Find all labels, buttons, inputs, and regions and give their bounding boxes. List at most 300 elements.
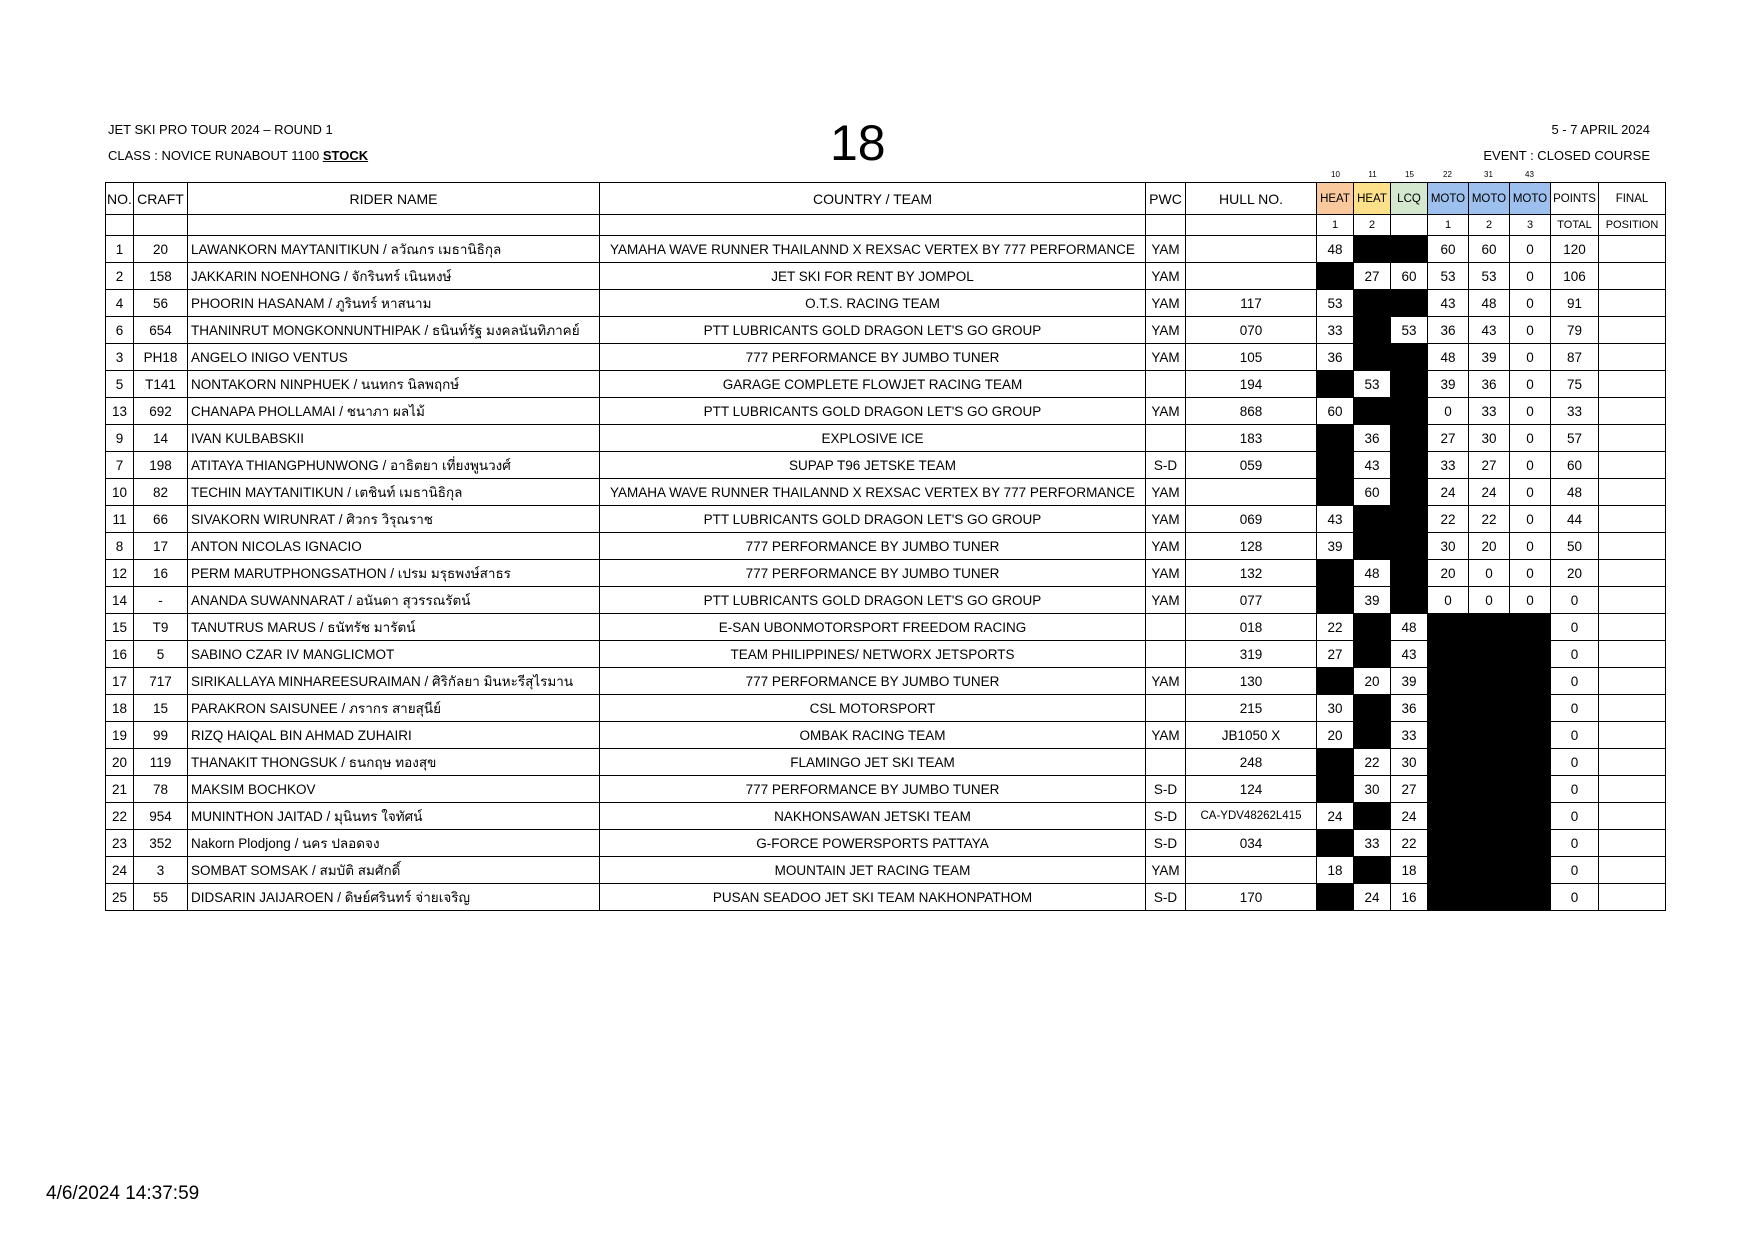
cell-moto3: 0	[1510, 344, 1551, 371]
cell-lcq	[1391, 398, 1428, 425]
cell-moto2: 0	[1469, 560, 1510, 587]
cell-moto2: 53	[1469, 263, 1510, 290]
cell-total: 75	[1551, 371, 1599, 398]
table-row	[106, 236, 1666, 263]
cell-moto1	[1428, 614, 1469, 641]
sub-empty	[1146, 215, 1186, 236]
cell-no: 14	[106, 587, 134, 614]
cell-moto2: 36	[1469, 371, 1510, 398]
cell-heat2	[1354, 506, 1391, 533]
cell-moto2	[1469, 641, 1510, 668]
cell-team: E-SAN UBONMOTORSPORT FREEDOM RACING	[600, 614, 1146, 641]
cell-moto1	[1428, 641, 1469, 668]
cell-position	[1599, 695, 1666, 722]
cell-rider: TANUTRUS MARUS / ธนัทรัช มารัตน์	[188, 614, 600, 641]
cell-team: SUPAP T96 JETSKE TEAM	[600, 452, 1146, 479]
cell-total: 79	[1551, 317, 1599, 344]
lcq-superscript: 15	[1405, 170, 1414, 179]
cell-moto2: 0	[1469, 587, 1510, 614]
sub-moto1: 1	[1428, 215, 1469, 236]
cell-team: G-FORCE POWERSPORTS PATTAYA	[600, 830, 1146, 857]
table-row	[106, 452, 1666, 479]
cell-moto1	[1428, 668, 1469, 695]
cell-hull: CA-YDV48262L415	[1186, 803, 1317, 830]
cell-team: 777 PERFORMANCE BY JUMBO TUNER	[600, 344, 1146, 371]
cell-position	[1599, 749, 1666, 776]
cell-hull: 132	[1186, 560, 1317, 587]
cell-team: 777 PERFORMANCE BY JUMBO TUNER	[600, 560, 1146, 587]
cell-moto3	[1510, 803, 1551, 830]
cell-moto2: 24	[1469, 479, 1510, 506]
cell-moto1: 53	[1428, 263, 1469, 290]
table-row	[106, 371, 1666, 398]
cell-team: PTT LUBRICANTS GOLD DRAGON LET'S GO GROUP	[600, 506, 1146, 533]
cell-rider: DIDSARIN JAIJAROEN / ดิษย์ศรินทร์ จ่ายเจริญ	[188, 884, 600, 911]
cell-moto2: 39	[1469, 344, 1510, 371]
sub-total: TOTAL	[1551, 215, 1599, 236]
cell-total: 50	[1551, 533, 1599, 560]
cell-no: 1	[106, 236, 134, 263]
col-points: POINTS	[1551, 183, 1599, 215]
col-moto1: MOTO	[1428, 183, 1469, 215]
cell-hull: 077	[1186, 587, 1317, 614]
cell-moto2: 30	[1469, 425, 1510, 452]
cell-no: 9	[106, 425, 134, 452]
cell-moto1: 27	[1428, 425, 1469, 452]
cell-position	[1599, 884, 1666, 911]
cell-moto1	[1428, 749, 1469, 776]
cell-craft: -	[134, 587, 188, 614]
cell-team: PUSAN SEADOO JET SKI TEAM NAKHONPATHOM	[600, 884, 1146, 911]
cell-moto3: 0	[1510, 317, 1551, 344]
cell-total: 106	[1551, 263, 1599, 290]
table-row	[106, 317, 1666, 344]
cell-heat2	[1354, 614, 1391, 641]
cell-total: 0	[1551, 884, 1599, 911]
cell-lcq: 43	[1391, 641, 1428, 668]
cell-lcq	[1391, 560, 1428, 587]
table-row	[106, 398, 1666, 425]
col-pwc: PWC	[1146, 183, 1186, 215]
table-row	[106, 776, 1666, 803]
cell-craft: 15	[134, 695, 188, 722]
cell-team: OMBAK RACING TEAM	[600, 722, 1146, 749]
table-row	[106, 668, 1666, 695]
cell-team: NAKHONSAWAN JETSKI TEAM	[600, 803, 1146, 830]
cell-team: YAMAHA WAVE RUNNER THAILANND X REXSAC VERTEX BY 777 PERFORMANCE	[600, 236, 1146, 263]
cell-no: 2	[106, 263, 134, 290]
cell-moto2: 27	[1469, 452, 1510, 479]
cell-lcq: 39	[1391, 668, 1428, 695]
cell-pwc: YAM	[1146, 722, 1186, 749]
cell-position	[1599, 614, 1666, 641]
cell-rider: IVAN KULBABSKII	[188, 425, 600, 452]
cell-total: 0	[1551, 587, 1599, 614]
col-moto2: MOTO	[1469, 183, 1510, 215]
cell-moto3	[1510, 857, 1551, 884]
cell-pwc: YAM	[1146, 506, 1186, 533]
cell-pwc	[1146, 425, 1186, 452]
col-heat1: HEAT	[1317, 183, 1354, 215]
table-row	[106, 722, 1666, 749]
page-number: 18	[830, 115, 886, 171]
cell-lcq	[1391, 506, 1428, 533]
cell-pwc: YAM	[1146, 344, 1186, 371]
cell-pwc	[1146, 614, 1186, 641]
class-label	[108, 148, 368, 163]
cell-no: 18	[106, 695, 134, 722]
cell-moto1: 60	[1428, 236, 1469, 263]
cell-moto3	[1510, 641, 1551, 668]
cell-craft: 56	[134, 290, 188, 317]
cell-position	[1599, 290, 1666, 317]
cell-position	[1599, 371, 1666, 398]
event-title: JET SKI PRO TOUR 2024 – ROUND 1	[108, 122, 333, 137]
cell-moto3	[1510, 695, 1551, 722]
cell-rider: TECHIN MAYTANITIKUN / เตชินท์ เมธานิธิกุล	[188, 479, 600, 506]
cell-hull: 183	[1186, 425, 1317, 452]
sub-empty	[1186, 215, 1317, 236]
cell-moto2: 48	[1469, 290, 1510, 317]
cell-team: 777 PERFORMANCE BY JUMBO TUNER	[600, 533, 1146, 560]
cell-hull: 194	[1186, 371, 1317, 398]
cell-heat1	[1317, 749, 1354, 776]
cell-craft: 14	[134, 425, 188, 452]
cell-team: PTT LUBRICANTS GOLD DRAGON LET'S GO GROUP	[600, 398, 1146, 425]
cell-pwc	[1146, 641, 1186, 668]
cell-craft: 5	[134, 641, 188, 668]
cell-pwc: YAM	[1146, 533, 1186, 560]
cell-moto3	[1510, 614, 1551, 641]
table-row	[106, 533, 1666, 560]
cell-pwc: YAM	[1146, 398, 1186, 425]
cell-moto3: 0	[1510, 452, 1551, 479]
header-row	[106, 183, 1666, 215]
cell-moto2: 60	[1469, 236, 1510, 263]
cell-pwc: YAM	[1146, 479, 1186, 506]
cell-heat2	[1354, 290, 1391, 317]
cell-moto3: 0	[1510, 506, 1551, 533]
cell-craft: 66	[134, 506, 188, 533]
cell-heat2: 30	[1354, 776, 1391, 803]
cell-no: 22	[106, 803, 134, 830]
cell-moto1	[1428, 884, 1469, 911]
cell-craft: 17	[134, 533, 188, 560]
cell-no: 25	[106, 884, 134, 911]
moto2-superscript: 31	[1484, 170, 1493, 179]
cell-craft: 20	[134, 236, 188, 263]
cell-hull: 124	[1186, 776, 1317, 803]
cell-pwc: YAM	[1146, 587, 1186, 614]
cell-craft: 3	[134, 857, 188, 884]
cell-total: 91	[1551, 290, 1599, 317]
col-rider: RIDER NAME	[188, 183, 600, 215]
moto3-superscript: 43	[1525, 170, 1534, 179]
cell-craft: PH18	[134, 344, 188, 371]
subheader-row	[106, 215, 1666, 236]
cell-rider: NONTAKORN NINPHUEK / นนทกร นิลพฤกษ์	[188, 371, 600, 398]
table-row	[106, 560, 1666, 587]
cell-lcq: 22	[1391, 830, 1428, 857]
cell-team: O.T.S. RACING TEAM	[600, 290, 1146, 317]
cell-lcq: 18	[1391, 857, 1428, 884]
cell-moto1	[1428, 776, 1469, 803]
col-moto3: MOTO	[1510, 183, 1551, 215]
cell-no: 12	[106, 560, 134, 587]
cell-heat1	[1317, 884, 1354, 911]
cell-team: TEAM PHILIPPINES/ NETWORX JETSPORTS	[600, 641, 1146, 668]
cell-rider: LAWANKORN MAYTANITIKUN / ลวัณกร เมธานิธิกุล	[188, 236, 600, 263]
cell-pwc	[1146, 749, 1186, 776]
cell-lcq: 48	[1391, 614, 1428, 641]
cell-rider: MAKSIM BOCHKOV	[188, 776, 600, 803]
cell-heat2	[1354, 857, 1391, 884]
cell-team: 777 PERFORMANCE BY JUMBO TUNER	[600, 776, 1146, 803]
cell-rider: SABINO CZAR IV MANGLICMOT	[188, 641, 600, 668]
cell-heat2: 33	[1354, 830, 1391, 857]
cell-moto2	[1469, 803, 1510, 830]
cell-lcq: 60	[1391, 263, 1428, 290]
cell-heat1	[1317, 479, 1354, 506]
cell-moto3	[1510, 776, 1551, 803]
cell-rider: SIRIKALLAYA MINHAREESURAIMAN / ศิริกัลยา มินหะรีสุไรมาน	[188, 668, 600, 695]
event-type: EVENT : CLOSED COURSE	[1483, 148, 1650, 163]
moto1-superscript: 22	[1443, 170, 1452, 179]
cell-total: 0	[1551, 803, 1599, 830]
table-row	[106, 803, 1666, 830]
cell-no: 3	[106, 344, 134, 371]
cell-rider: PARAKRON SAISUNEE / ภรากร สายสุนีย์	[188, 695, 600, 722]
cell-rider: JAKKARIN NOENHONG / จักรินทร์ เนินหงษ์	[188, 263, 600, 290]
cell-team: PTT LUBRICANTS GOLD DRAGON LET'S GO GROUP	[600, 587, 1146, 614]
table-row	[106, 344, 1666, 371]
cell-craft: 82	[134, 479, 188, 506]
table-row	[106, 425, 1666, 452]
cell-rider: THANAKIT THONGSUK / ธนกฤษ ทองสุข	[188, 749, 600, 776]
cell-total: 0	[1551, 776, 1599, 803]
cell-no: 4	[106, 290, 134, 317]
cell-heat2: 53	[1354, 371, 1391, 398]
cell-lcq: 27	[1391, 776, 1428, 803]
cell-hull	[1186, 479, 1317, 506]
cell-team: PTT LUBRICANTS GOLD DRAGON LET'S GO GROUP	[600, 317, 1146, 344]
cell-moto1: 20	[1428, 560, 1469, 587]
cell-hull: 868	[1186, 398, 1317, 425]
cell-team: JET SKI FOR RENT BY JOMPOL	[600, 263, 1146, 290]
cell-no: 20	[106, 749, 134, 776]
heat1-superscript: 10	[1331, 170, 1340, 179]
cell-lcq: 53	[1391, 317, 1428, 344]
cell-hull: 059	[1186, 452, 1317, 479]
cell-pwc: YAM	[1146, 560, 1186, 587]
cell-position	[1599, 479, 1666, 506]
cell-position	[1599, 857, 1666, 884]
cell-heat2	[1354, 533, 1391, 560]
cell-moto1: 33	[1428, 452, 1469, 479]
cell-lcq	[1391, 479, 1428, 506]
cell-heat1	[1317, 587, 1354, 614]
cell-position	[1599, 560, 1666, 587]
cell-heat2: 20	[1354, 668, 1391, 695]
cell-lcq	[1391, 236, 1428, 263]
cell-total: 0	[1551, 857, 1599, 884]
col-hull: HULL NO.	[1186, 183, 1317, 215]
cell-pwc	[1146, 695, 1186, 722]
cell-hull: 128	[1186, 533, 1317, 560]
cell-no: 24	[106, 857, 134, 884]
table-row	[106, 479, 1666, 506]
cell-total: 0	[1551, 722, 1599, 749]
cell-moto1	[1428, 695, 1469, 722]
cell-craft: T141	[134, 371, 188, 398]
cell-lcq	[1391, 533, 1428, 560]
cell-lcq: 36	[1391, 695, 1428, 722]
cell-lcq	[1391, 452, 1428, 479]
cell-hull: 319	[1186, 641, 1317, 668]
cell-team: EXPLOSIVE ICE	[600, 425, 1146, 452]
cell-rider: ANTON NICOLAS IGNACIO	[188, 533, 600, 560]
cell-craft: 692	[134, 398, 188, 425]
cell-heat2	[1354, 317, 1391, 344]
cell-rider: THANINRUT MONGKONNUNTHIPAK / ธนินท์รัฐ มงคลนันทิภาคย์	[188, 317, 600, 344]
cell-craft: 99	[134, 722, 188, 749]
cell-total: 33	[1551, 398, 1599, 425]
cell-team: YAMAHA WAVE RUNNER THAILANND X REXSAC VERTEX BY 777 PERFORMANCE	[600, 479, 1146, 506]
cell-hull: JB1050 X	[1186, 722, 1317, 749]
cell-moto3	[1510, 722, 1551, 749]
cell-moto1: 0	[1428, 398, 1469, 425]
cell-rider: Nakorn Plodjong / นคร ปลอดจง	[188, 830, 600, 857]
cell-rider: PHOORIN HASANAM / ภูรินทร์ หาสนาม	[188, 290, 600, 317]
cell-craft: 352	[134, 830, 188, 857]
cell-heat2: 60	[1354, 479, 1391, 506]
sub-empty	[188, 215, 600, 236]
sub-heat2: 2	[1354, 215, 1391, 236]
cell-team: MOUNTAIN JET RACING TEAM	[600, 857, 1146, 884]
cell-moto3: 0	[1510, 290, 1551, 317]
cell-moto2	[1469, 776, 1510, 803]
cell-pwc: S-D	[1146, 776, 1186, 803]
cell-pwc: YAM	[1146, 236, 1186, 263]
cell-heat1: 43	[1317, 506, 1354, 533]
cell-rider: SIVAKORN WIRUNRAT / ศิวกร วิรุณราช	[188, 506, 600, 533]
cell-heat1	[1317, 263, 1354, 290]
cell-no: 13	[106, 398, 134, 425]
cell-rider: ANGELO INIGO VENTUS	[188, 344, 600, 371]
sub-lcq	[1391, 215, 1428, 236]
class-suffix: STOCK	[322, 148, 369, 163]
cell-hull: 117	[1186, 290, 1317, 317]
cell-hull	[1186, 857, 1317, 884]
event-dates: 5 - 7 APRIL 2024	[1551, 122, 1650, 137]
cell-no: 5	[106, 371, 134, 398]
cell-heat1: 60	[1317, 398, 1354, 425]
sub-empty	[106, 215, 134, 236]
cell-craft: 158	[134, 263, 188, 290]
cell-rider: RIZQ HAIQAL BIN AHMAD ZUHAIRI	[188, 722, 600, 749]
cell-heat2	[1354, 722, 1391, 749]
cell-rider: SOMBAT SOMSAK / สมบัติ สมศักดิ์	[188, 857, 600, 884]
cell-moto2	[1469, 668, 1510, 695]
cell-heat2	[1354, 695, 1391, 722]
cell-team: GARAGE COMPLETE FLOWJET RACING TEAM	[600, 371, 1146, 398]
cell-total: 60	[1551, 452, 1599, 479]
cell-hull	[1186, 263, 1317, 290]
cell-moto1: 43	[1428, 290, 1469, 317]
cell-total: 0	[1551, 749, 1599, 776]
table-row	[106, 506, 1666, 533]
col-no: NO.	[106, 183, 134, 215]
cell-team: 777 PERFORMANCE BY JUMBO TUNER	[600, 668, 1146, 695]
cell-hull	[1186, 236, 1317, 263]
cell-lcq	[1391, 344, 1428, 371]
cell-craft: 717	[134, 668, 188, 695]
cell-pwc: S-D	[1146, 830, 1186, 857]
cell-position	[1599, 344, 1666, 371]
cell-rider: ANANDA SUWANNARAT / อนันดา สุวรรณรัตน์	[188, 587, 600, 614]
cell-position	[1599, 830, 1666, 857]
cell-moto1	[1428, 830, 1469, 857]
cell-heat2	[1354, 803, 1391, 830]
cell-total: 20	[1551, 560, 1599, 587]
cell-pwc: S-D	[1146, 452, 1186, 479]
cell-heat1: 22	[1317, 614, 1354, 641]
cell-hull: 248	[1186, 749, 1317, 776]
cell-hull: 170	[1186, 884, 1317, 911]
cell-no: 17	[106, 668, 134, 695]
cell-pwc	[1146, 371, 1186, 398]
results-body	[106, 236, 1666, 911]
cell-heat2: 48	[1354, 560, 1391, 587]
cell-no: 11	[106, 506, 134, 533]
cell-heat1	[1317, 425, 1354, 452]
cell-heat1	[1317, 371, 1354, 398]
cell-moto3	[1510, 749, 1551, 776]
cell-hull: 069	[1186, 506, 1317, 533]
sub-position: POSITION	[1599, 215, 1666, 236]
col-team: COUNTRY / TEAM	[600, 183, 1146, 215]
cell-hull: 070	[1186, 317, 1317, 344]
cell-heat2: 24	[1354, 884, 1391, 911]
table-row	[106, 857, 1666, 884]
cell-moto2	[1469, 884, 1510, 911]
cell-total: 87	[1551, 344, 1599, 371]
heat2-superscript: 11	[1368, 170, 1377, 179]
cell-total: 48	[1551, 479, 1599, 506]
cell-no: 8	[106, 533, 134, 560]
cell-moto3	[1510, 884, 1551, 911]
cell-no: 21	[106, 776, 134, 803]
cell-craft: 16	[134, 560, 188, 587]
cell-pwc: YAM	[1146, 857, 1186, 884]
cell-lcq	[1391, 290, 1428, 317]
cell-heat1: 39	[1317, 533, 1354, 560]
cell-lcq: 30	[1391, 749, 1428, 776]
cell-moto2	[1469, 614, 1510, 641]
cell-hull: 105	[1186, 344, 1317, 371]
cell-moto3: 0	[1510, 479, 1551, 506]
cell-position	[1599, 533, 1666, 560]
cell-heat1: 20	[1317, 722, 1354, 749]
cell-heat1: 18	[1317, 857, 1354, 884]
cell-heat2	[1354, 641, 1391, 668]
cell-heat1: 33	[1317, 317, 1354, 344]
cell-heat2: 27	[1354, 263, 1391, 290]
cell-heat2: 39	[1354, 587, 1391, 614]
col-final: FINAL	[1599, 183, 1666, 215]
cell-moto1: 30	[1428, 533, 1469, 560]
cell-position	[1599, 722, 1666, 749]
